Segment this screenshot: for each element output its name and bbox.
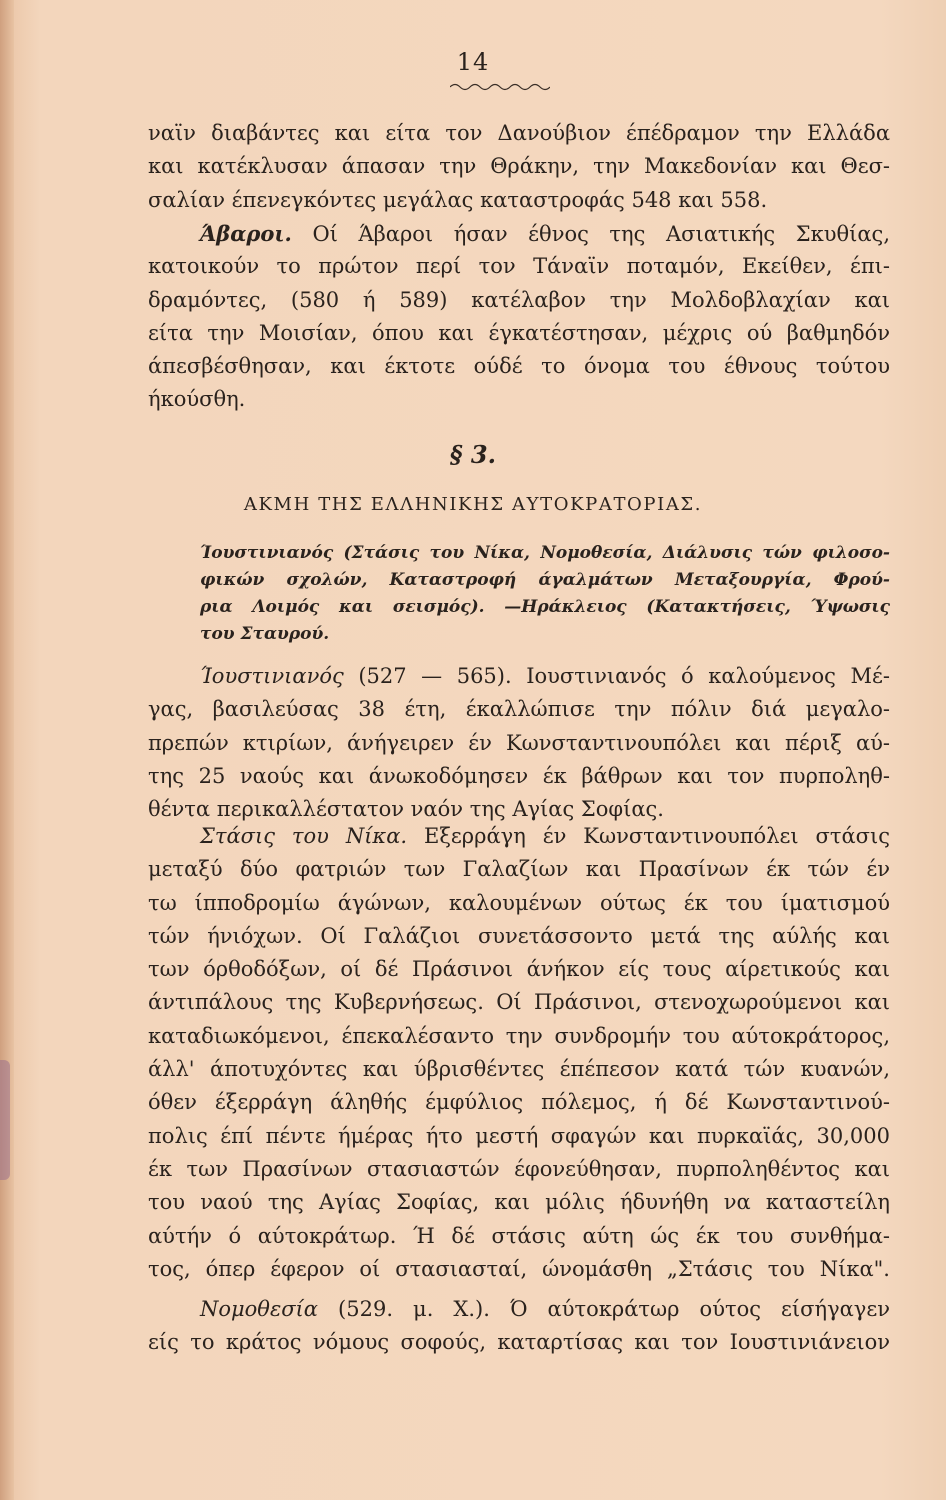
text-line-content: Οί Άβαροι ήσαν έθνος της Ασιατικής Σκυθίας, xyxy=(312,222,890,246)
text-line: της 25 ναούς και άνωκοδόμησεν έκ βάθρων και τον πυρποληθ- xyxy=(148,763,890,788)
text-line: άπεσβέσθησαν, και έκτοτε ούδέ το όνομα του έθνους τούτου xyxy=(148,354,890,379)
top-paragraph xyxy=(148,117,890,217)
text-line: ναϊν διαβάντες και είτα τον Δανούβιον έπέδραμον την Ελλάδα xyxy=(148,121,890,145)
text-line xyxy=(148,820,890,853)
binding-stain xyxy=(0,1060,10,1180)
paragraph-lead: Στάσις του Νίκα. xyxy=(200,824,408,848)
summary-line: Ίουστινιανός (Στάσις του Νίκα, Νομοθεσία, Διάλυσις τών φιλοσο- xyxy=(200,543,890,563)
text-line-content: Εξερράγη έν Κωνσταντινουπόλει στάσις xyxy=(424,824,890,848)
text-line: έκ των Πρασίνων στασιαστών έφονεύθησαν, πυρποληθέντος και xyxy=(148,1156,890,1181)
text-line: πολις έπί πέντε ήμέρας ήτο μεστή σφαγών και πυρκαϊάς, 30,000 xyxy=(148,1123,890,1148)
nika-paragraph xyxy=(148,820,890,1286)
text-line: αύτήν ό αύτοκράτωρ. Ή δέ στάσις αύτη ώς έκ του συνθήμα- xyxy=(148,1223,890,1248)
text-line: άντιπάλους της Κυβερνήσεως. Οί Πράσινοι, στενοχωρούμενοι και xyxy=(148,990,890,1015)
text-line: είτα την Μοισίαν, όπου και έγκατέστησαν, μέχρις ού βαθμηδόν xyxy=(148,320,890,345)
paragraph-lead: Ίουστινιανός xyxy=(200,664,344,688)
text-line: θέντα περικαλλέστατον ναόν της Αγίας Σοφίας. xyxy=(148,797,664,822)
text-line: των όρθοδόξων, οί δέ Πράσινοι άνήκον είς τους αίρετικούς και xyxy=(148,957,890,982)
text-line xyxy=(148,1293,890,1326)
text-line: είς το κράτος νόμους σοφούς, καταρτίσας και τον Ιουστινιάνειον xyxy=(148,1330,890,1355)
text-line xyxy=(148,660,890,693)
text-line: κατοικούν το πρώτον περί τον Τάναϊν ποταμόν, Εκείθεν, έπι- xyxy=(148,254,890,279)
page-number: 14 xyxy=(456,48,490,76)
text-line: άλλ' άποτυχόντες και ύβρισθέντες έπέπεσον κατά τών κυανών, xyxy=(148,1057,890,1082)
summary-line: ρια Λοιμός και σεισμός). —Ηράκλειος (Κατακτήσεις, Ύψωσις xyxy=(200,597,890,617)
page-edge-shadow xyxy=(0,0,14,1500)
avaroi-paragraph xyxy=(148,217,890,417)
nomothesia-paragraph xyxy=(148,1293,890,1360)
section-mark: § 3. xyxy=(450,440,496,469)
summary-line: του Σταυρού. xyxy=(200,624,330,644)
text-line: γας, βασιλεύσας 38 έτη, έκαλλώπισε την πόλιν διά μεγαλο- xyxy=(148,697,890,722)
wavy-ornament-icon xyxy=(450,82,550,92)
summary-line: φικών σχολών, Καταστροφή άγαλμάτων Μεταξουργία, Φρού- xyxy=(200,570,890,590)
text-line: πρεπών κτιρίων, άνήγειρεν έν Κωνσταντινουπόλει και πέριξ αύ- xyxy=(148,730,890,755)
text-line: τω ίπποδρομίω άγώνων, καλουμένων ούτως έκ του ίματισμού xyxy=(148,890,890,915)
text-line-content: (527 — 565). Ιουστινιανός ό καλούμενος Μέ- xyxy=(358,664,890,688)
text-line: τος, όπερ έφερον οί στασιασταί, ώνομάσθη „Στάσις του Νίκα". xyxy=(148,1256,890,1281)
text-line: και κατέκλυσαν άπασαν την Θράκην, την Μακεδονίαν και Θεσ- xyxy=(148,154,890,179)
text-line: τών ήνιόχων. Οί Γαλάζιοι συνετάσσοντο μετά της αύλής και xyxy=(148,923,890,948)
text-line: καταδιωκόμενοι, έπεκαλέσαντο την συνδρομήν του αύτοκράτορος, xyxy=(148,1023,890,1048)
justinian-paragraph xyxy=(148,660,890,826)
section-summary xyxy=(200,540,890,648)
text-line: σαλίαν έπενεγκόντες μεγάλας καταστροφάς 548 και 558. xyxy=(148,187,768,212)
paragraph-lead: Άβαροι. xyxy=(200,221,292,246)
text-line: ήκούσθη. xyxy=(148,387,246,412)
text-line: δραμόντες, (580 ή 589) κατέλαβον την Μολδοβλαχίαν και xyxy=(148,287,890,312)
paragraph-lead: Νομοθεσία xyxy=(200,1297,318,1321)
text-line: μεταξύ δύο φατριών των Γαλαζίων και Πρασίνων έκ τών έν xyxy=(148,857,890,882)
text-line-content: (529. μ. Χ.). Ό αύτοκράτωρ ούτος είσήγαγεν xyxy=(338,1297,890,1321)
text-line xyxy=(148,217,890,250)
text-line: του ναού της Αγίας Σοφίας, και μόλις ήδυνήθη να καταστείλη xyxy=(148,1190,890,1215)
text-line: όθεν έξερράγη άληθής έμφύλιος πόλεμος, ή δέ Κωνσταντινού- xyxy=(148,1090,890,1115)
section-heading: ΑΚΜΗ ΤΗΣ ΕΛΛΗΝΙΚΗΣ ΑΥΤΟΚΡΑΤΟΡΙΑΣ. xyxy=(243,494,703,515)
